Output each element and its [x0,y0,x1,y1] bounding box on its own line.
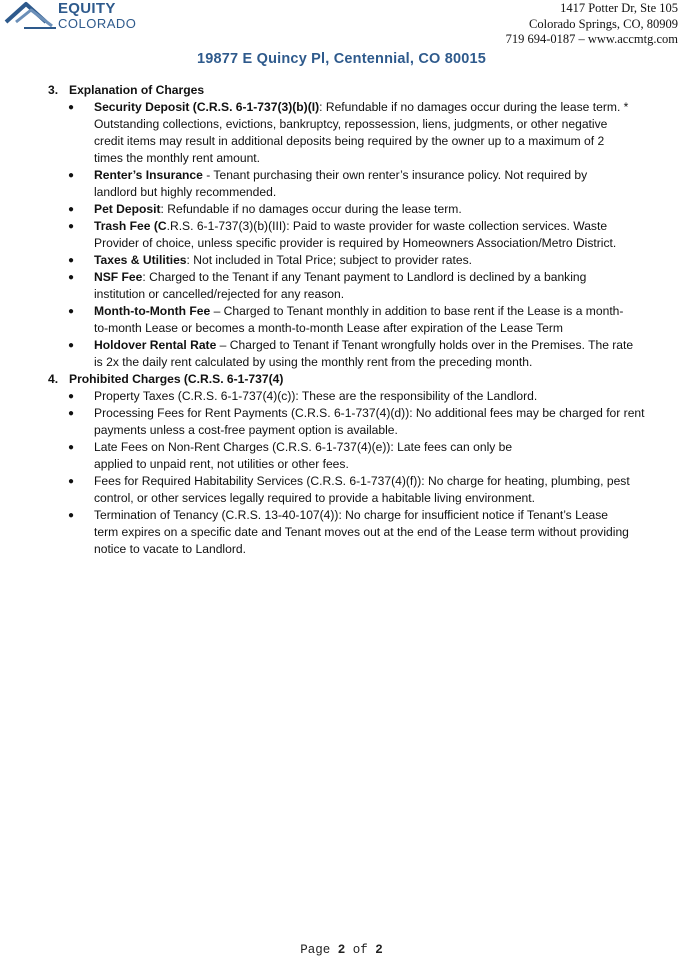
item-line [94,116,678,133]
item-line [94,133,678,150]
bullet-icon: ● [68,340,75,351]
item-text: Termination of Tenancy (C.R.S. 13-40-107(4)): No charge for insufficient notice if Tenant’s Lease [94,508,609,522]
item-text: : Not included in Total Price; subject to provider rates. [186,253,472,267]
company-logo [4,0,144,32]
item-text: Provider of choice, unless specific provider is required by Homeowners Association/Metro District. [94,236,617,250]
bullet-icon: ● [68,221,75,232]
bullet-icon: ● [68,102,75,113]
list-item [0,218,683,252]
item-line [94,303,678,320]
item-line [94,507,678,524]
property-address: 19877 E Quincy Pl, Centennial, CO 80015 [196,51,487,67]
item-line [94,218,678,235]
item-text: Fees for Required Habitability Services (C.R.S. 6-1-737(4)(f)): No charge for heating, plumbing, pest [94,474,630,488]
item-line [94,524,678,541]
item-line [94,99,678,116]
charge-term: Taxes & Utilities [94,253,187,267]
item-text: : Refundable if no damages occur during the lease term. [160,202,462,216]
item-text: credit items may result in additional deposits being required by the owner up to a maximum of 2 [94,134,605,148]
item-line [94,405,678,422]
charge-term: Holdover Rental Rate [94,338,217,352]
logo-colorado-text: COLORADO [58,16,137,31]
section-3-title: Explanation of Charges [69,83,205,97]
page-footer [0,943,683,957]
bullet-icon: ● [68,442,75,453]
bullet-icon: ● [68,408,75,419]
item-text: payments unless a cost-free payment option is available. [94,423,398,437]
bullet-icon: ● [68,476,75,487]
item-line [94,320,678,337]
page-current: 2 [337,943,346,957]
bullet-icon: ● [68,306,75,317]
item-line [94,201,678,218]
office-address-block [506,1,678,48]
item-text: to-month Lease or becomes a month-to-month Lease after expiration of the Lease Term [94,321,564,335]
logo-equity-text: EQUITY [58,0,116,17]
list-item [0,473,683,507]
item-text: Outstanding collections, evictions, bankruptcy, repossession, liens, judgments, or other negative [94,117,608,131]
item-line [94,422,678,439]
bullet-icon: ● [68,391,75,402]
item-text: - Tenant purchasing their own renter’s insurance policy. Not required by [202,168,588,182]
office-city: Colorado Springs, CO, 80909 [529,16,678,31]
item-text: Late Fees on Non-Rent Charges (C.R.S. 6-1-737(4)(e)): Late fees can only be [94,440,513,454]
list-item [0,439,683,473]
item-text: : Charged to the Tenant if any Tenant payment to Landlord is declined by a banking [142,270,587,284]
item-line [94,388,678,405]
page-word: Page [300,943,331,957]
item-text: : Refundable if no damages occur during the lease term. * [319,100,629,114]
charge-term: Security Deposit (C.R.S. 6-1-737(3)(b)(I) [94,100,320,114]
item-text: control, or other services legally required to provide a habitable living environment. [94,491,535,505]
list-item [0,337,683,371]
list-item [0,405,683,439]
bullet-icon: ● [68,510,75,521]
bullet-icon: ● [68,272,75,283]
bullet-icon: ● [68,255,75,266]
house-roof-logo-icon [4,0,60,30]
charge-term: NSF Fee [94,270,143,284]
charge-term: Month-to-Month Fee [94,304,211,318]
item-line [94,150,678,167]
item-line [94,439,678,456]
list-item [0,99,683,167]
letterhead [0,0,683,70]
list-item [0,201,683,218]
item-text: term expires on a specific date and Tenant moves out at the end of the Lease term without providing [94,525,629,539]
charge-term: Trash Fee (C [94,219,167,233]
item-line [94,184,678,201]
list-item [0,269,683,303]
section-4-list [0,388,683,558]
item-text: applied to unpaid rent, not utilities or other fees. [94,457,349,471]
item-text: .R.S. 6-1-737(3)(b)(III): Paid to waste provider for waste collection services. Waste [166,219,608,233]
item-line [94,456,678,473]
list-item [0,507,683,558]
item-text: – Charged to Tenant monthly in addition to base rent if the Lease is a month- [210,304,624,318]
item-text: Property Taxes (C.R.S. 6-1-737(4)(c)): These are the responsibility of the Landlord. [94,389,538,403]
item-line [94,541,678,558]
item-line [94,286,678,303]
item-line [94,337,678,354]
item-line [94,490,678,507]
item-text: landlord but highly recommended. [94,185,277,199]
charge-term: Renter’s Insurance [94,168,203,182]
section-4-title: Prohibited Charges (C.R.S. 6-1-737(4) [69,372,284,386]
page-total: 2 [375,943,383,957]
bullet-icon: ● [68,170,75,181]
item-line [94,473,678,490]
item-line [94,252,678,269]
of-word: of [352,943,368,957]
charge-term: Pet Deposit [94,202,161,216]
item-text: times the monthly rent amount. [94,151,261,165]
item-line [94,167,678,184]
item-line [94,269,678,286]
office-contact: 719 694-0187 – www.accmtg.com [505,32,678,46]
item-text: – Charged to Tenant if Tenant wrongfully holds over in the Premises. The rate [216,338,634,352]
item-line [94,354,678,371]
section-4-number: 4. [48,372,59,386]
office-street: 1417 Potter Dr, Ste 105 [560,1,678,15]
list-item [0,303,683,337]
list-item [0,252,683,269]
item-text: institution or cancelled/rejected for any reason. [94,287,345,301]
item-text: notice to vacate to Landlord. [94,542,246,556]
list-item [0,167,683,201]
bullet-icon: ● [68,204,75,215]
item-text: is 2x the daily rent calculated by using the monthly rent from the preceding month. [94,355,533,369]
section-3-list [0,99,683,371]
list-item [0,388,683,405]
section-3-number: 3. [48,83,59,97]
item-line [94,235,678,252]
item-text: Processing Fees for Rent Payments (C.R.S. 6-1-737(4)(d)): No additional fees may be charged for rent [94,406,645,420]
